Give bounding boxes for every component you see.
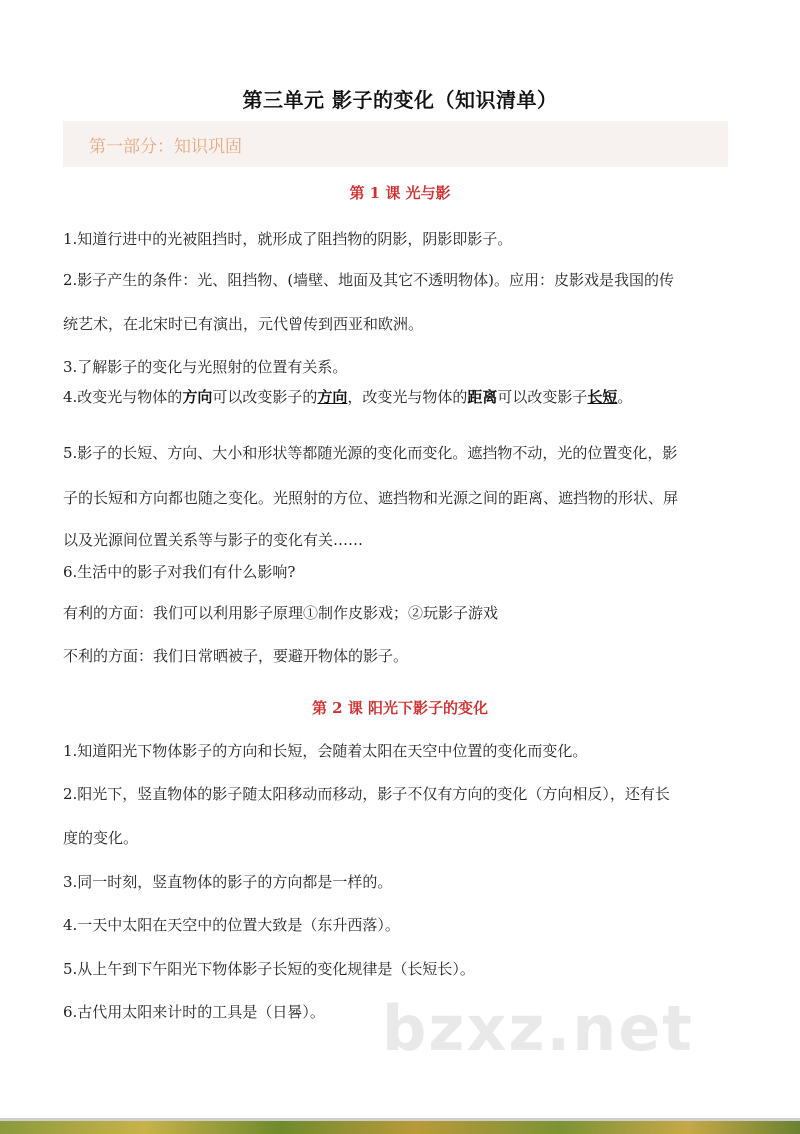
part-title: 第一部分：知识巩固 [89, 137, 242, 157]
lesson1-point-5-line2: 子的长短和方向都也随之变化。光照射的方位、遮挡物和光源之间的距离、遮挡物的形状、屏 [63, 489, 679, 507]
lesson2-point-3: 3.同一时刻，竖直物体的影子的方向都是一样的。 [63, 873, 393, 891]
lesson2-point-1: 1.知道阳光下物体影子的方向和长短，会随着太阳在天空中位置的变化而变化。 [63, 742, 588, 760]
lesson1-point-4-keyword-direction: 方向 [182, 388, 213, 406]
part-header-band [63, 121, 728, 167]
lesson1-point-4-text-e: ，改变光与物体的 [347, 388, 468, 406]
lesson1-title: 第 1 课 光与影 [349, 184, 451, 202]
lesson2-point-5: 5.从上午到下午阳光下物体影子长短的变化规律是（长短长）。 [63, 960, 475, 978]
lesson2-point-2-line2: 度的变化。 [63, 829, 139, 847]
lesson1-point-5-line1: 5.影子的长短、方向、大小和形状等都随光源的变化而变化。遮挡物不动，光的位置变化，影 [63, 444, 678, 462]
site-watermark: bzxz.net [382, 992, 694, 1065]
lesson1-point-4-text-c: 可以改变影子的 [212, 388, 318, 406]
lesson2-point-2-line1: 2.阳光下，竖直物体的影子随太阳移动而移动，影子不仅有方向的变化（方向相反），还有长 [63, 785, 670, 803]
document-title: 第三单元 影子的变化（知识清单） [242, 88, 558, 112]
lesson1-point-4-text-i: 。 [617, 388, 633, 406]
lesson1-point-4 [63, 386, 632, 407]
lesson1-point-6-benefit: 有利的方面：我们可以利用影子原理①制作皮影戏；②玩影子游戏 [63, 604, 499, 622]
lesson1-point-4-keyword-direction-underlined: 方向 [317, 388, 348, 406]
lesson1-point-3: 3.了解影子的变化与光照射的位置有关系。 [63, 358, 348, 376]
lesson2-point-4: 4.一天中太阳在天空中的位置大致是（东升西落）。 [63, 916, 400, 934]
lesson1-point-2-line1: 2.影子产生的条件：光、阻挡物、(墙壁、地面及其它不透明物体)。应用：皮影戏是我国的传 [63, 271, 675, 289]
lesson1-point-4-text-g: 可以改变影子 [497, 388, 588, 406]
lesson1-point-4-keyword-length-underlined: 长短 [587, 388, 618, 406]
lesson1-point-1: 1.知道行进中的光被阻挡时，就形成了阻挡物的阴影，阴影即影子。 [63, 230, 513, 248]
lesson1-point-6-drawback: 不利的方面：我们日常晒被子，要避开物体的影子。 [63, 647, 409, 665]
lesson1-point-4-keyword-distance: 距离 [467, 388, 498, 406]
lesson2-title: 第 2 课 阳光下影子的变化 [311, 699, 489, 717]
lesson1-point-2-line2: 统艺术，在北宋时已有演出，元代曾传到西亚和欧洲。 [63, 315, 424, 333]
lesson1-point-5-line3: 以及光源间位置关系等与影子的变化有关…… [63, 531, 364, 549]
next-page-preview-strip [0, 1121, 800, 1134]
lesson1-point-4-text-a: 4.改变光与物体的 [63, 388, 183, 406]
lesson2-point-6: 6.古代用太阳来计时的工具是（日晷）。 [63, 1003, 325, 1021]
lesson1-point-6: 6.生活中的影子对我们有什么影响? [63, 563, 296, 581]
